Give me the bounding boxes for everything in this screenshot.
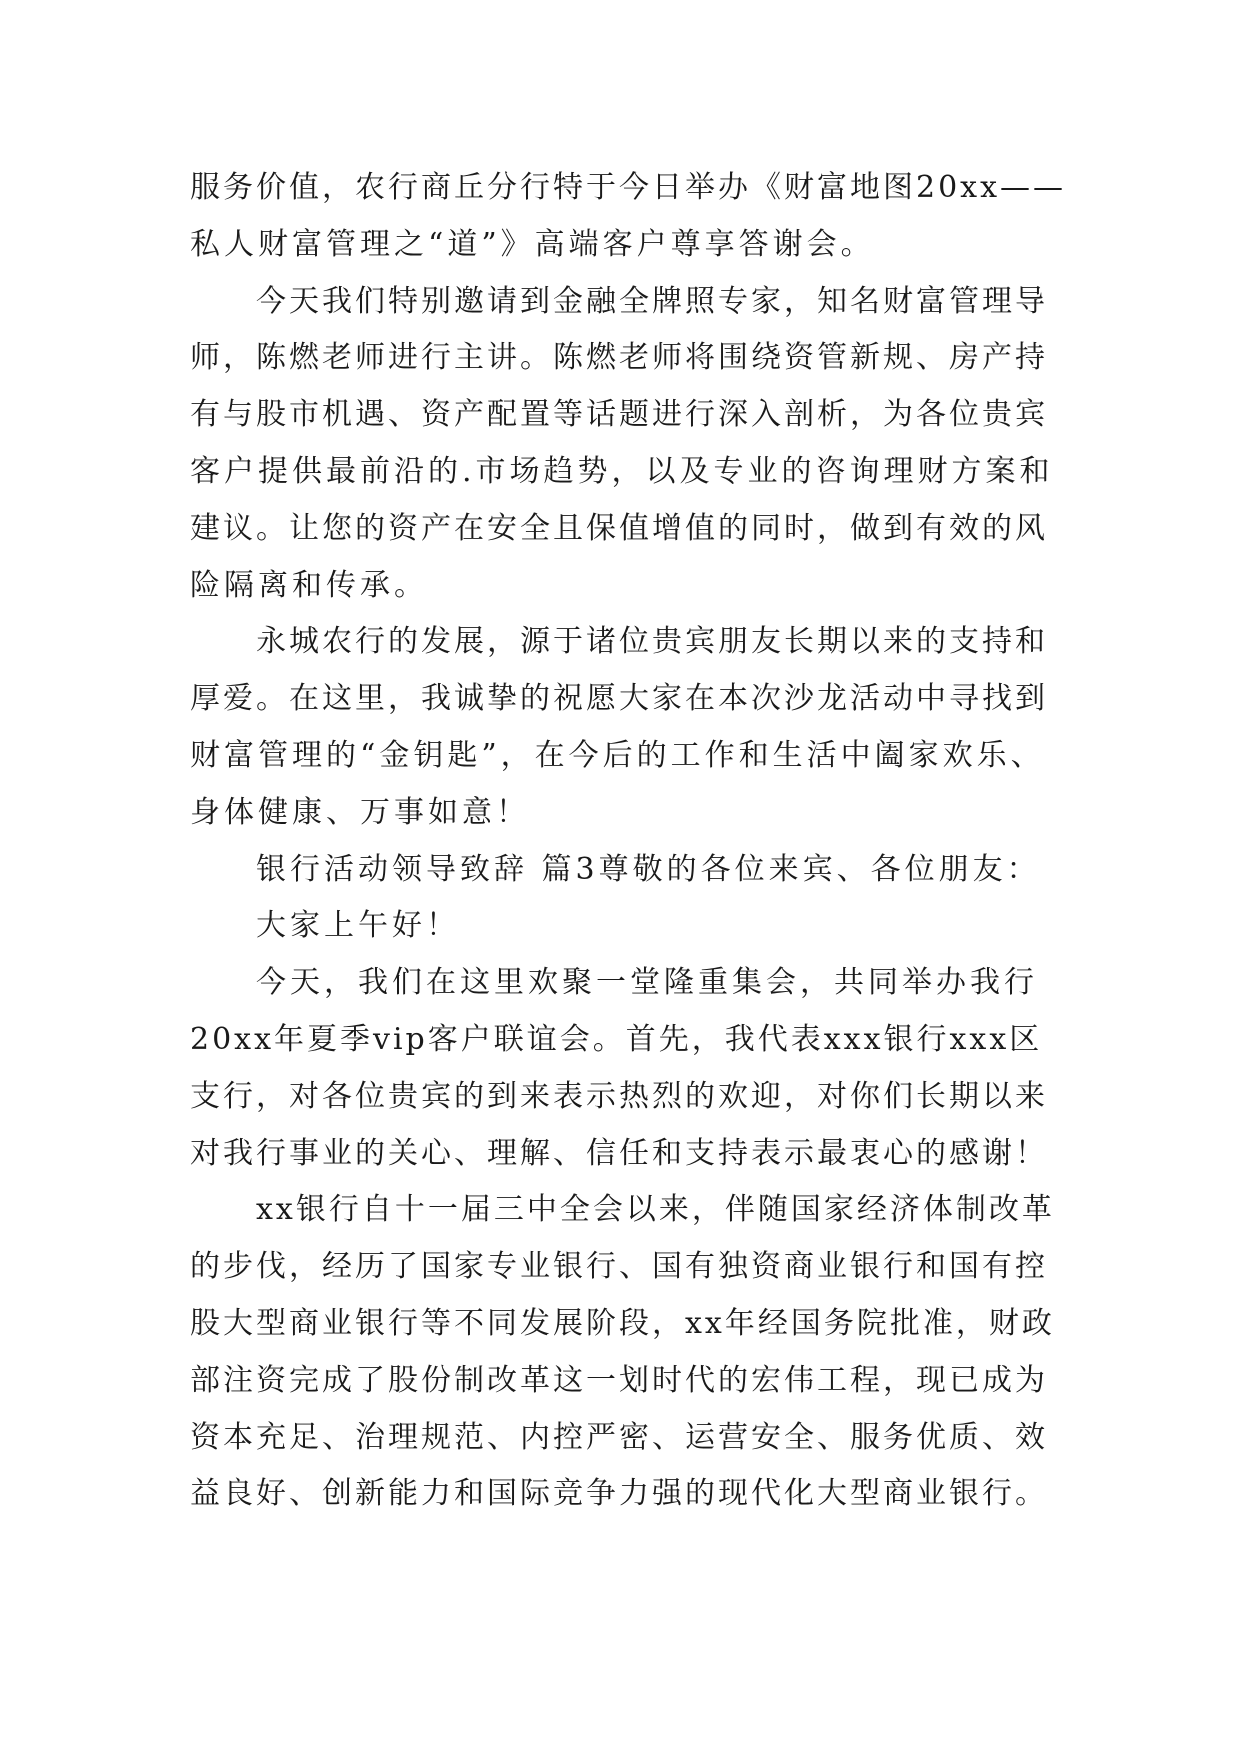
- text-line-13: 银行活动领导致辞 篇3尊敬的各位来宾、各位朋友：: [256, 851, 1041, 887]
- text-line-4: 师，陈燃老师进行主讲。陈燃老师将围绕资管新规、房产持: [190, 340, 1048, 376]
- text-line-16: 20xx年夏季vip客户联谊会。首先，我代表xxx银行xxx区: [190, 1021, 1043, 1057]
- text-line-8: 险隔离和传承。: [190, 567, 428, 603]
- document-body: [190, 160, 1070, 1523]
- text-line-23: 资本充足、治理规范、内控严密、运营安全、服务优质、效: [190, 1419, 1048, 1455]
- text-line-3: 今天我们特别邀请到金融全牌照专家，知名财富管理导: [256, 283, 1048, 319]
- text-line-15: 今天，我们在这里欢聚一堂隆重集会，共同举办我行: [256, 965, 1038, 1001]
- text-line-7: 建议。让您的资产在安全且保值增值的同时，做到有效的风: [190, 510, 1048, 546]
- text-line-19: xx银行自十一届三中全会以来，伴随国家经济体制改革: [256, 1192, 1055, 1228]
- text-line-1: 服务价值，农行商丘分行特于今日举办《财富地图20xx——: [190, 170, 1067, 205]
- text-line-18: 对我行事业的关心、理解、信任和支持表示最衷心的感谢！: [190, 1135, 1048, 1171]
- text-line-9: 永城农行的发展，源于诸位贵宾朋友长期以来的支持和: [256, 624, 1048, 660]
- text-line-11: 财富管理的“金钥匙”，在今后的工作和生活中阖家欢乐、: [190, 737, 1045, 773]
- text-line-10: 厚爱。在这里，我诚挚的祝愿大家在本次沙龙活动中寻找到: [190, 681, 1048, 717]
- text-line-6: 客户提供最前沿的.市场趋势，以及专业的咨询理财方案和: [190, 453, 1054, 489]
- text-line-14: 大家上午好！: [256, 908, 460, 944]
- text-line-2: 私人财富管理之“道”》高端客户尊享答谢会。: [190, 226, 875, 262]
- text-line-20: 的步伐，经历了国家专业银行、国有独资商业银行和国有控: [190, 1249, 1048, 1285]
- text-line-21: 股大型商业银行等不同发展阶段，xx年经国务院批准，财政: [190, 1305, 1055, 1341]
- text-line-24: 益良好、创新能力和国际竞争力强的现代化大型商业银行。: [190, 1476, 1048, 1512]
- text-line-12: 身体健康、万事如意！: [190, 794, 530, 830]
- text-line-22: 部注资完成了股份制改革这一划时代的宏伟工程，现已成为: [190, 1362, 1048, 1398]
- text-line-17: 支行，对各位贵宾的到来表示热烈的欢迎，对你们长期以来: [190, 1078, 1048, 1114]
- text-line-5: 有与股市机遇、资产配置等话题进行深入剖析，为各位贵宾: [190, 397, 1048, 433]
